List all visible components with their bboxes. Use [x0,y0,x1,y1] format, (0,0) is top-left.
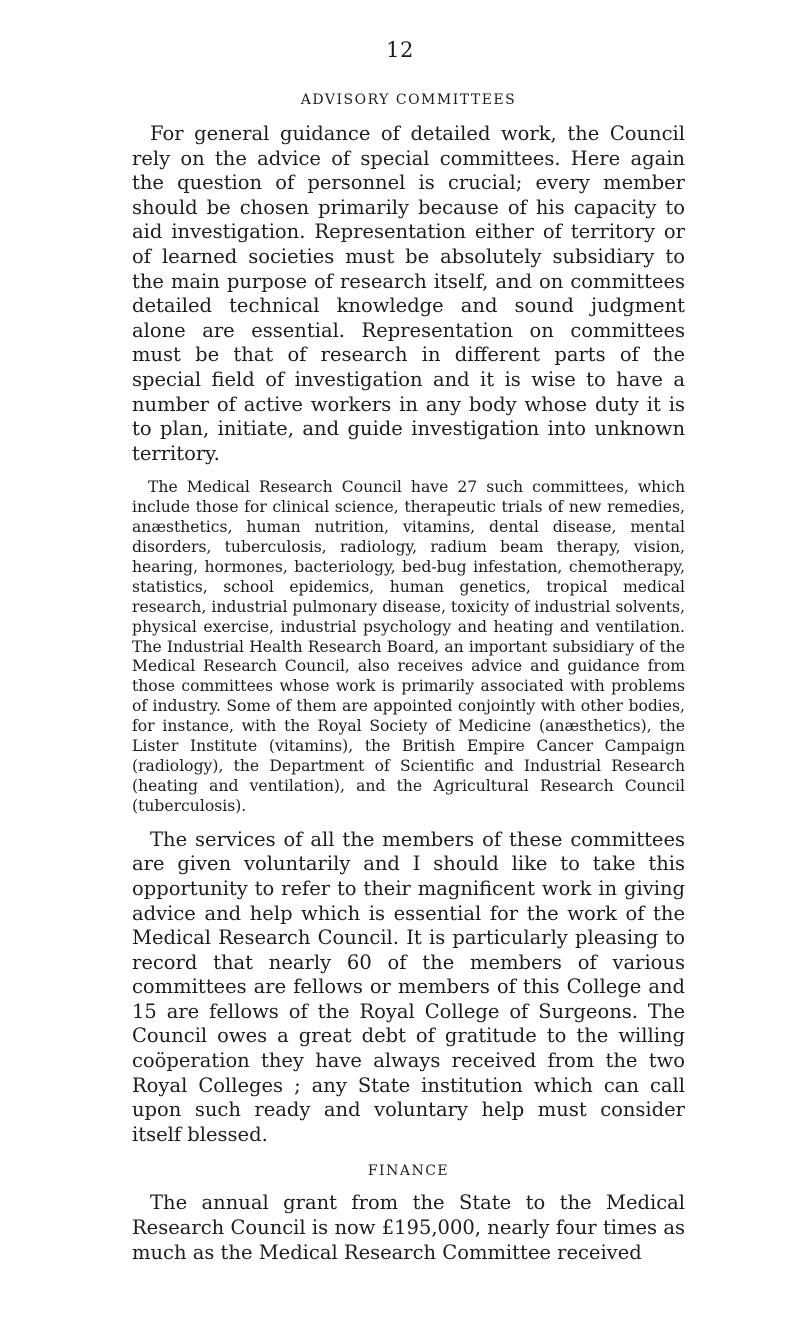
paragraph-advisory-intro: For general guidance of detailed work, the Council rely on the advice of special committees. Here again the question of personnel is crucial; every member should be chosen primarily because of his capacity to aid investigation. Representation either of territory or of learned societies must be absolutely subsidiary to the main purpose of research itself, and on committees detailed technical knowledge and sound judgment alone are essential. Representation on committees must be that of research in different parts of the special field of investigation and it is wise to have a number of active workers in any body whose duty it is to plan, initiate, and guide investigation into unknown territory. [132,122,685,465]
paragraph-committee-list: The Medical Research Council have 27 such committees, which include those for clinical science, therapeutic trials of new remedies, anæsthetics, human nutrition, vitamins, dental disease, mental disorders, tuberculosis, radiology, radium beam therapy, vision, hearing, hormones, bacteriology, bed-bug infestation, chemotherapy, statistics, school epidemics, human genetics, tropical medical research, industrial pulmonary disease, toxicity of industrial solvents, physical exercise, industrial psychology and heating and ventilation. The Industrial Health Research Board, an important subsidiary of the Medical Research Council, also receives advice and guidance from those committees whose work is primarily associated with problems of industry. Some of them are appointed conjointly with other bodies, for instance, with the Royal Society of Medicine (anæsthetics), the Lister Institute (vitamins), the British Empire Cancer Campaign (radiology), the Department of Scientific and Industrial Research (heating and ventilation), and the Agricultural Research Council (tuberculosis). [132,478,685,815]
section-heading-finance: FINANCE [367,1163,450,1180]
paragraph-committee-services: The services of all the members of these committees are given voluntarily and I should like to take this opportunity to refer to their magnificent work in giving advice and help which is essential for the work of the Medical Research Council. It is particularly pleasing to record that nearly 60 of the members of various committees are fellows or members of this College and 15 are fellows of the Royal College of Surgeons. The Council owes a great debt of gratitude to the willing coöperation they have always received from the two Royal Colleges ; any State institution which can call upon such ready and voluntary help must consider itself blessed. [132,827,685,1146]
page-number: 12 [386,38,414,62]
section-heading-advisory-committees: ADVISORY COMMITTEES [300,92,517,108]
paragraph-finance-grant: The annual grant from the State to the Medical Research Council is now £195,000, nearly four times as much as the Medical Research Committee received [132,1191,685,1264]
text-column [132,92,685,1265]
